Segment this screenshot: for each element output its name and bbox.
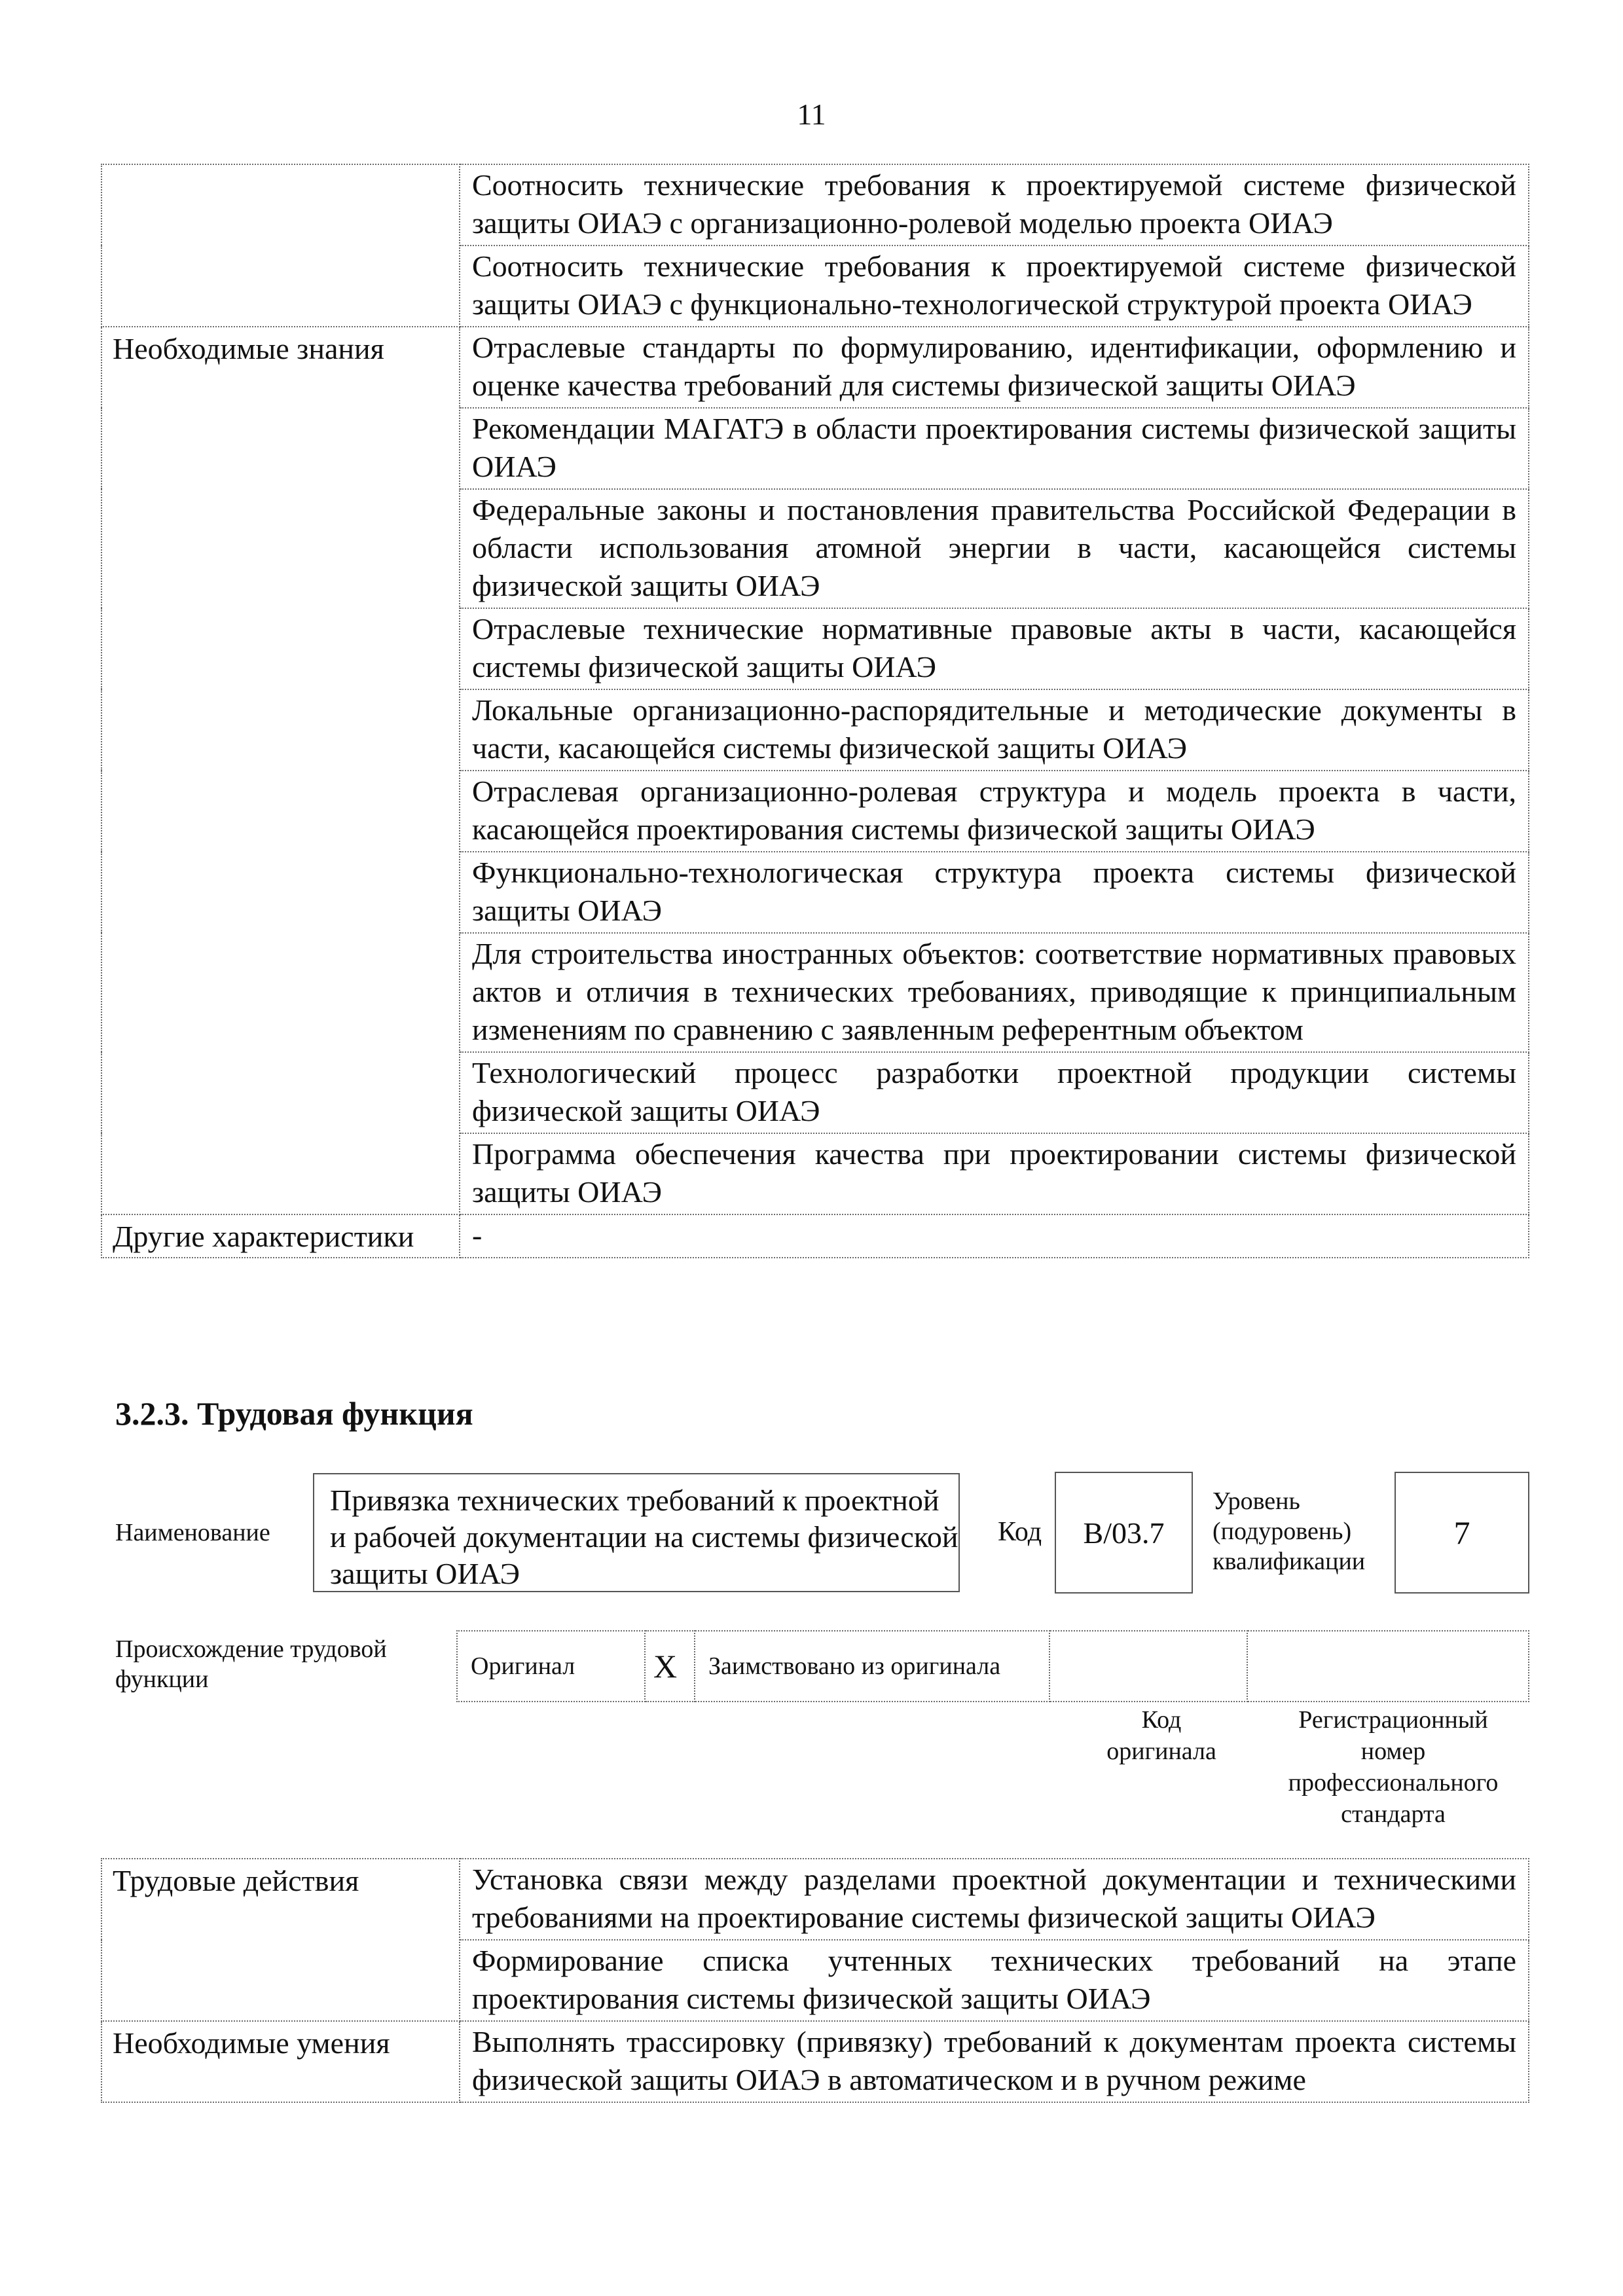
caption-reg: Регистрационный номер профессионального стандарта [1288,1706,1499,1828]
table-row [101,327,1529,408]
table-cell: Рекомендации МАГАТЭ в области проектирования системы физической защиты ОИАЭ [460,408,1529,489]
table-cell: Отраслевые стандарты по формулированию, идентификации, оформлению и оценке качества требований для системы физической защиты ОИАЭ [460,327,1529,408]
origin-table [456,1630,1529,1702]
row-label [101,164,460,327]
labor-actions-table [101,1858,1529,2103]
table-cell: Формирование списка учтенных технических требований на этапе проектирования системы физической защиты ОИАЭ [460,1940,1529,2021]
section-heading: 3.2.3. Трудовая функция [115,1395,473,1432]
table-cell: Установка связи между разделами проектной документации и техническими требованиями на проектирование системы физической защиты ОИАЭ [460,1859,1529,1940]
table-cell: Выполнять трассировку (привязку) требований к документам проекта системы физической защиты ОИАЭ в автоматическом и в ручном режиме [460,2021,1529,2102]
table-cell: Соотносить технические требования к проектируемой системе физической защиты ОИАЭ с функционально-технологической структурой проекта ОИАЭ [460,246,1529,327]
table-cell: Локальные организационно-распорядительные и методические документы в части, касающейся системы физической защиты ОИАЭ [460,689,1529,771]
table-row [101,1859,1529,1940]
table-cell: Федеральные законы и постановления правительства Российской Федерации в области использования атомной энергии в части, касающейся системы физической защиты ОИАЭ [460,489,1529,608]
function-name-box: Привязка технических требований к проектной и рабочей документации на системы физической защиты ОИАЭ [313,1473,960,1592]
table-row [101,164,1529,246]
name-label: Наименование [115,1519,270,1546]
table-cell: Соотносить технические требования к проектируемой системе физической защиты ОИАЭ с организационно-ролевой моделью проекта ОИАЭ [460,164,1529,246]
level-value-box: 7 [1395,1472,1529,1594]
level-label: Уровень (подуровень) квалификации [1213,1487,1366,1575]
table-row [101,2021,1529,2102]
table-cell: Программа обеспечения качества при проектировании системы физической защиты ОИАЭ [460,1133,1529,1214]
code-label: Код [998,1517,1042,1547]
table-cell: Технологический процесс разработки проектной продукции системы физической защиты ОИАЭ [460,1052,1529,1133]
origin-code-cell [1049,1631,1247,1702]
origin-mark: X [645,1631,695,1702]
row-label-actions: Трудовые действия [101,1859,460,2021]
origin-borrowed: Заимствовано из оригинала [695,1631,1049,1702]
requirements-table-continued [101,164,1529,1258]
table-cell: - [460,1214,1529,1258]
page-number: 11 [797,98,826,131]
code-value-box: B/03.7 [1055,1472,1193,1594]
table-row [101,1214,1529,1258]
table-cell: Функционально-технологическая структура проекта системы физической защиты ОИАЭ [460,852,1529,933]
row-label-skills: Необходимые умения [101,2021,460,2102]
table-cell: Отраслевая организационно-ролевая структура и модель проекта в части, касающейся проектирования системы физической защиты ОИАЭ [460,771,1529,852]
row-label-other: Другие характеристики [101,1214,460,1258]
table-cell: Отраслевые технические нормативные правовые акты в части, касающейся системы физической защиты ОИАЭ [460,608,1529,689]
caption-code: Код оригинала [1106,1706,1216,1765]
origin-original: Оригинал [457,1631,645,1702]
row-label-knowledge: Необходимые знания [101,327,460,1214]
table-cell: Для строительства иностранных объектов: соответствие нормативных правовых актов и отличия в технических требованиях, приводящие к принципиальным изменениям по сравнению с заявленным референтным объектом [460,933,1529,1052]
origin-label: Происхождение трудовой функции [115,1635,387,1693]
origin-reg-cell [1247,1631,1529,1702]
